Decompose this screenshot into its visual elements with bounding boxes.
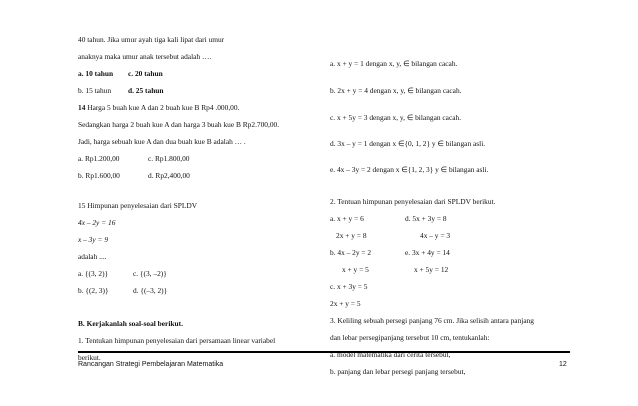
system-d: d. 5x + 3y = 8	[405, 214, 447, 223]
option-c: c. 20 tahun	[128, 69, 163, 78]
option-d: d. Rp2,400,00	[148, 171, 190, 180]
equation: 4x – 2y = 16	[78, 218, 116, 227]
system-d-eq2: 4x – y = 3	[420, 231, 451, 240]
footer-divider	[78, 351, 570, 353]
question-number: 14	[78, 103, 86, 112]
text-line: Sedangkan harga 2 buah kue A dan harga 3 buah kue B Rp2.700,00.	[78, 120, 280, 129]
system-c-eq2: 2x + y = 5	[330, 299, 361, 308]
footer-title: Rancangan Strategi Pembelajaran Matematika	[78, 361, 224, 368]
question-text: Harga 5 buah kue A dan 2 buah kue B Rp4 .000,00.	[85, 103, 240, 112]
option-b: b. Rp1.600,00	[78, 171, 120, 180]
exercise-item: c. x + 5y = 3 dengan x, y, ∈ bilangan cacah.	[330, 113, 462, 122]
text-line: berikut.	[78, 353, 101, 362]
option-b: b. 15 tahun	[78, 86, 112, 95]
exercise-item: a. x + y = 1 dengan x, y, ∈ bilangan cacah.	[330, 59, 458, 68]
option-d: d. {(–3, 2)}	[133, 286, 168, 295]
text-line: dan lebar persegipanjang tersebut 10 cm, tentukanlah:	[330, 333, 490, 342]
question-15: 15 Himpunan penyelesaian dari SPLDV	[78, 201, 198, 210]
option-a: a. Rp1.200,00	[78, 154, 120, 163]
text-line: adalah ....	[78, 252, 107, 261]
system-a-eq2: 2x + y = 8	[336, 231, 367, 240]
text-line: b. panjang dan lebar persegi panjang tersebut,	[330, 367, 466, 376]
system-a: a. x + y = 6	[330, 214, 364, 223]
option-c: c. {(3, –2)}	[133, 269, 167, 278]
exercise-item: e. 4x – 3y = 2 dengan x ∈{1, 2, 3} y ∈ bilangan asli.	[330, 165, 489, 174]
option-c: c. Rp1.800,00	[148, 154, 190, 163]
system-e-eq2: x + 5y = 12	[414, 265, 449, 274]
page-number: 12	[559, 361, 567, 368]
system-b: b. 4x – 2y = 2	[330, 248, 372, 257]
text-line: 40 tahun. Jika umur ayah tiga kali lipat dari umur	[78, 35, 225, 44]
exercise-item: b. 2x + y = 4 dengan x, y, ∈ bilangan cacah.	[330, 86, 462, 95]
question-2: 2. Tentuan himpunan penyelesaian dari SPLDV berikut.	[330, 197, 496, 206]
text-line: a. model matematika dari cerita tersebut,	[330, 350, 451, 359]
equation: x – 3y = 9	[78, 235, 109, 244]
system-b-eq2: x + y = 5	[342, 265, 369, 274]
section-heading: B. Kerjakanlah soal-soal berikut.	[78, 319, 183, 328]
option-a: a. 10 tahun	[78, 69, 114, 78]
question-3: 3. Keliling sebuah persegi panjang 76 cm. Jika selisih antara panjang	[330, 316, 535, 325]
text-line: Jadi, harga sebuah kue A dan dua buah kue B adalah … .	[78, 137, 246, 146]
option-d: d. 25 tahun	[128, 86, 164, 95]
question-14	[78, 104, 239, 112]
text-line: anaknya maka umur anak tersebut adalah ….	[78, 52, 212, 61]
option-b: b. {(2, 3)}	[78, 286, 109, 295]
system-e: e. 3x + 4y = 14	[405, 248, 450, 257]
system-c: c. x + 3y = 5	[330, 282, 368, 291]
text-line: 1. Tentukan himpunan penyelesaian dari persamaan linear variabel	[78, 336, 276, 345]
exercise-item: d. 3x – y = 1 dengan x ∈{0, 1, 2} y ∈ bilangan asli.	[330, 139, 486, 148]
option-a: a. {(3, 2)}	[78, 269, 109, 278]
